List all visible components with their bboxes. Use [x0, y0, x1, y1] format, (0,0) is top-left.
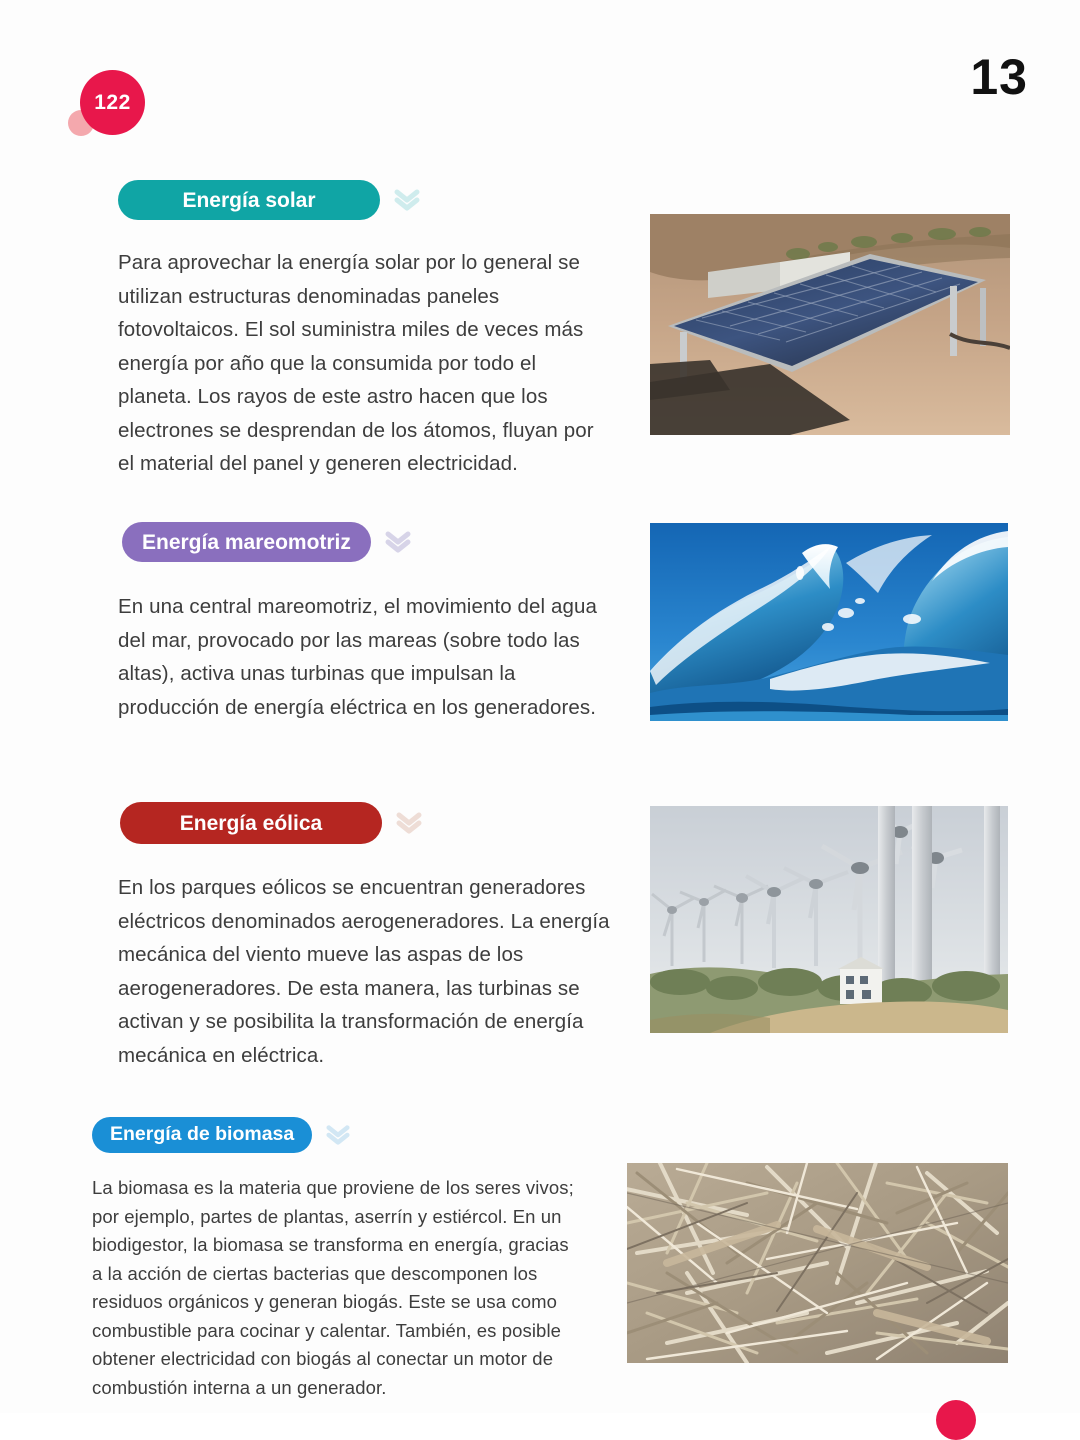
- heading-pill-eolica: Energía eólica: [120, 802, 382, 844]
- section-header-solar: [118, 180, 618, 220]
- section-body-mareomotriz: En una central mareomotriz, el movimiento del agua del mar, provocado por las mareas (sobre todo las altas), activa unas turbinas que impulsan la producción de energía eléctrica en los generadores.: [118, 595, 598, 719]
- bottom-decoration-dot: [936, 1400, 976, 1440]
- section-biomasa: [92, 1117, 592, 1402]
- folio-number: 13: [970, 49, 1028, 105]
- section-solar: [118, 180, 618, 481]
- photo-ocean-wave: [650, 523, 1008, 721]
- heading-pill-mareomotriz: Energía mareomotriz: [122, 522, 371, 562]
- badge-circle: [80, 70, 145, 135]
- heading-pill-solar: Energía solar: [118, 180, 380, 220]
- page-number-badge: [64, 68, 154, 146]
- chevron-double-down-icon: [392, 187, 422, 213]
- section-eolica: [120, 802, 620, 1072]
- page-badge-label: 122: [94, 91, 131, 114]
- section-header-mareomotriz: [122, 522, 622, 562]
- section-body-eolica: En los parques eólicos se encuentran generadores eléctricos denominados aerogeneradores. La energía mecánica del viento mueve las aspas de los aerogeneradores. De esta manera, las turbinas se activan y se posibilita la transformación de energía mecánica en eléctrica.: [118, 876, 610, 1067]
- photo-wind-farm: [650, 806, 1008, 1033]
- section-body-solar: Para aprovechar la energía solar por lo general se utilizan estructuras denominadas paneles fotovoltaicos. El sol suministra miles de veces más energía por año que la consumida por todo el planeta. Los rayos de este astro hacen que los electrones se desprendan de los átomos, fluyan por el material del panel y generen electricidad.: [118, 251, 594, 475]
- section-body-biomasa: La biomasa es la materia que proviene de los seres vivos; por ejemplo, partes de plantas, aserrín y estiércol. En un biodigestor, la biomasa se transforma en energía, gracias a la acción de ciertas bacterias que descomponen los residuos orgánicos y generan biogás. Este se usa como combustible para cocinar y calentar. También, es posible obtener electricidad con biogás al conectar un motor de combustión interna a un generador.: [92, 1177, 574, 1398]
- section-header-eolica: [120, 802, 620, 844]
- chevron-double-down-icon: [394, 810, 424, 836]
- photo-biomass-straw: [627, 1163, 1008, 1363]
- section-header-biomasa: [92, 1117, 592, 1153]
- section-mareomotriz: [118, 522, 622, 724]
- chevron-double-down-icon: [383, 529, 413, 555]
- photo-solar-panel: [650, 214, 1010, 435]
- chevron-double-down-icon: [324, 1123, 352, 1147]
- heading-pill-biomasa: Energía de biomasa: [92, 1117, 312, 1153]
